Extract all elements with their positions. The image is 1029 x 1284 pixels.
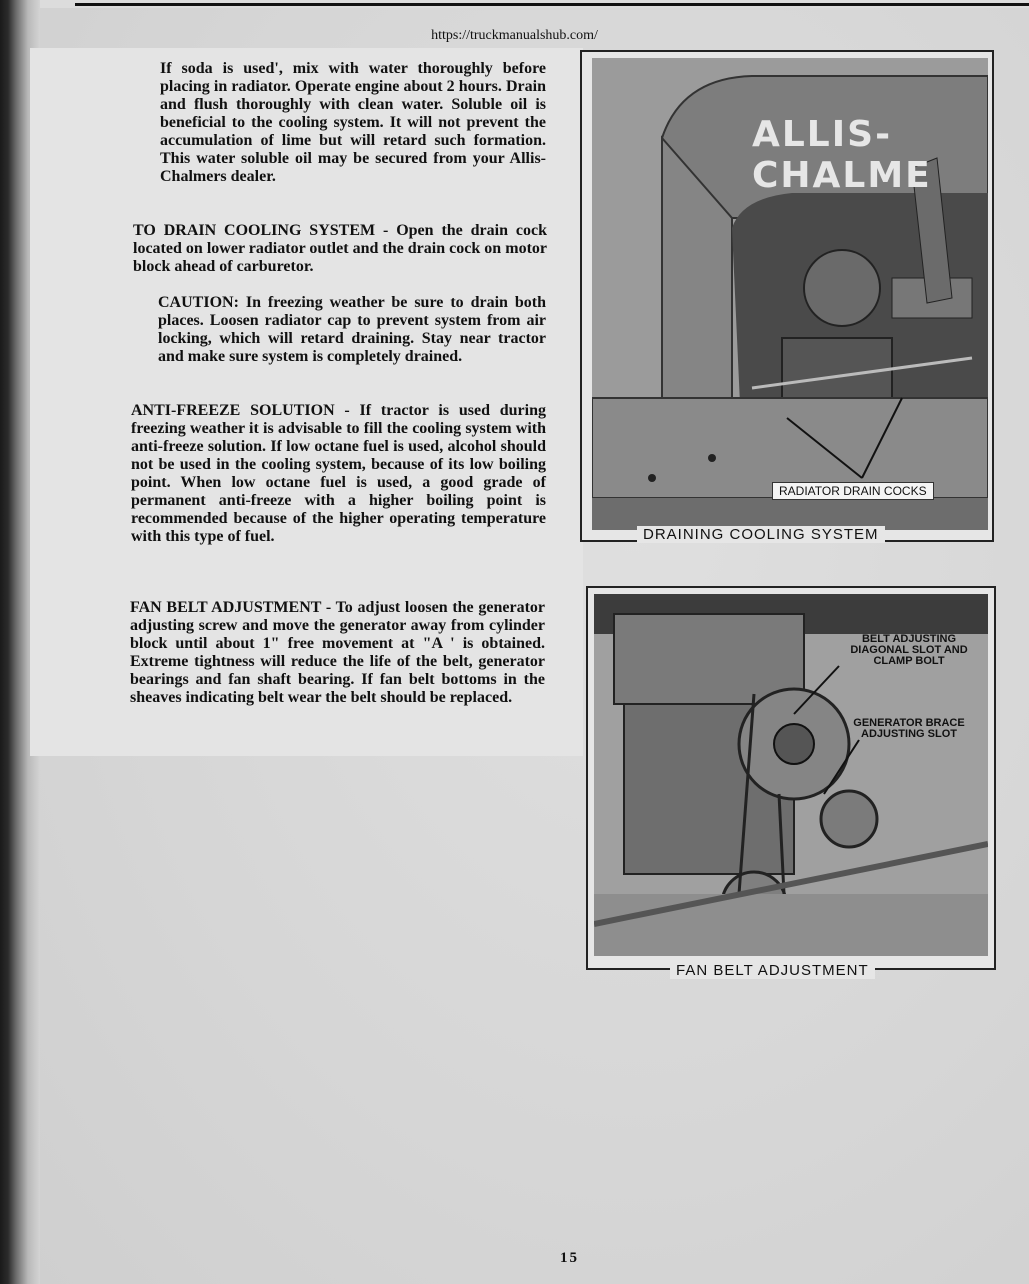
- antifreeze-paragraph: [131, 402, 546, 546]
- drain-cooling-heading: TO DRAIN COOLING SYSTEM: [133, 222, 376, 239]
- antifreeze-text: - If tractor is used during freezing weather it is advisable to fill the cooling system with anti-freeze solution. If low octane fuel is used, alcohol should not be used in the cooling system, because of its low boiling point. When low octane fuel is used, a good grade of permanent anti-freeze with a higher boiling point is recommended because of the higher operating temperature with this type of fuel.: [131, 402, 546, 545]
- fan-belt-caption: FAN BELT ADJUSTMENT: [670, 962, 875, 979]
- engine-fan-belt-photo: [594, 594, 988, 956]
- radiator-drain-cocks-label: RADIATOR DRAIN COCKS: [772, 482, 934, 500]
- draining-cooling-figure: [580, 50, 994, 542]
- tractor-engine-photo: [592, 58, 988, 530]
- fan-belt-heading: FAN BELT ADJUSTMENT: [130, 599, 322, 616]
- drain-cooling-text: - Open the drain cock located on lower radiator outlet and the drain cock on motor block ahead of carburetor.: [133, 222, 547, 275]
- fan-belt-text: - To adjust loosen the generator adjusting screw and move the generator away from cylinder block until about 1" free movement at "A ' is obtained. Extreme tightness will reduce the life of the belt, generator bearings and fan shaft bearing. If fan belt bottoms in the sheaves indicating belt wear the belt should be replaced.: [130, 599, 545, 706]
- page-number: 15: [560, 1250, 579, 1266]
- fan-belt-paragraph: [130, 599, 545, 707]
- draining-cooling-caption: DRAINING COOLING SYSTEM: [637, 526, 885, 543]
- generator-brace-slot-label: GENERATOR BRACE ADJUSTING SLOT: [853, 717, 965, 740]
- top-rule: [75, 3, 1029, 6]
- soda-paragraph: If soda is used', mix with water thoroughly before placing in radiator. Operate engine about 2 hours. Drain and flush thoroughly with clean water. Soluble oil is beneficial to the cooling system. It will not prevent the accumulation of lime but will retard such formation. This water soluble oil may be secured from your Allis-Chalmers dealer.: [160, 60, 546, 185]
- source-url[interactable]: https://truckmanualshub.com/: [431, 28, 598, 43]
- antifreeze-heading: ANTI-FREEZE SOLUTION: [131, 402, 335, 419]
- caution-paragraph: CAUTION: In freezing weather be sure to drain both places. Loosen radiator cap to prevent system from air locking, which will retard draining. Stay near tractor and make sure system is completely drained.: [158, 294, 546, 365]
- drain-cooling-paragraph: [133, 222, 547, 276]
- belt-adjusting-slot-label: BELT ADJUSTING DIAGONAL SLOT AND CLAMP BOLT: [850, 633, 968, 667]
- fan-belt-figure: [586, 586, 996, 979]
- allis-chalmers-brand-text: ALLIS-CHALME: [752, 114, 932, 196]
